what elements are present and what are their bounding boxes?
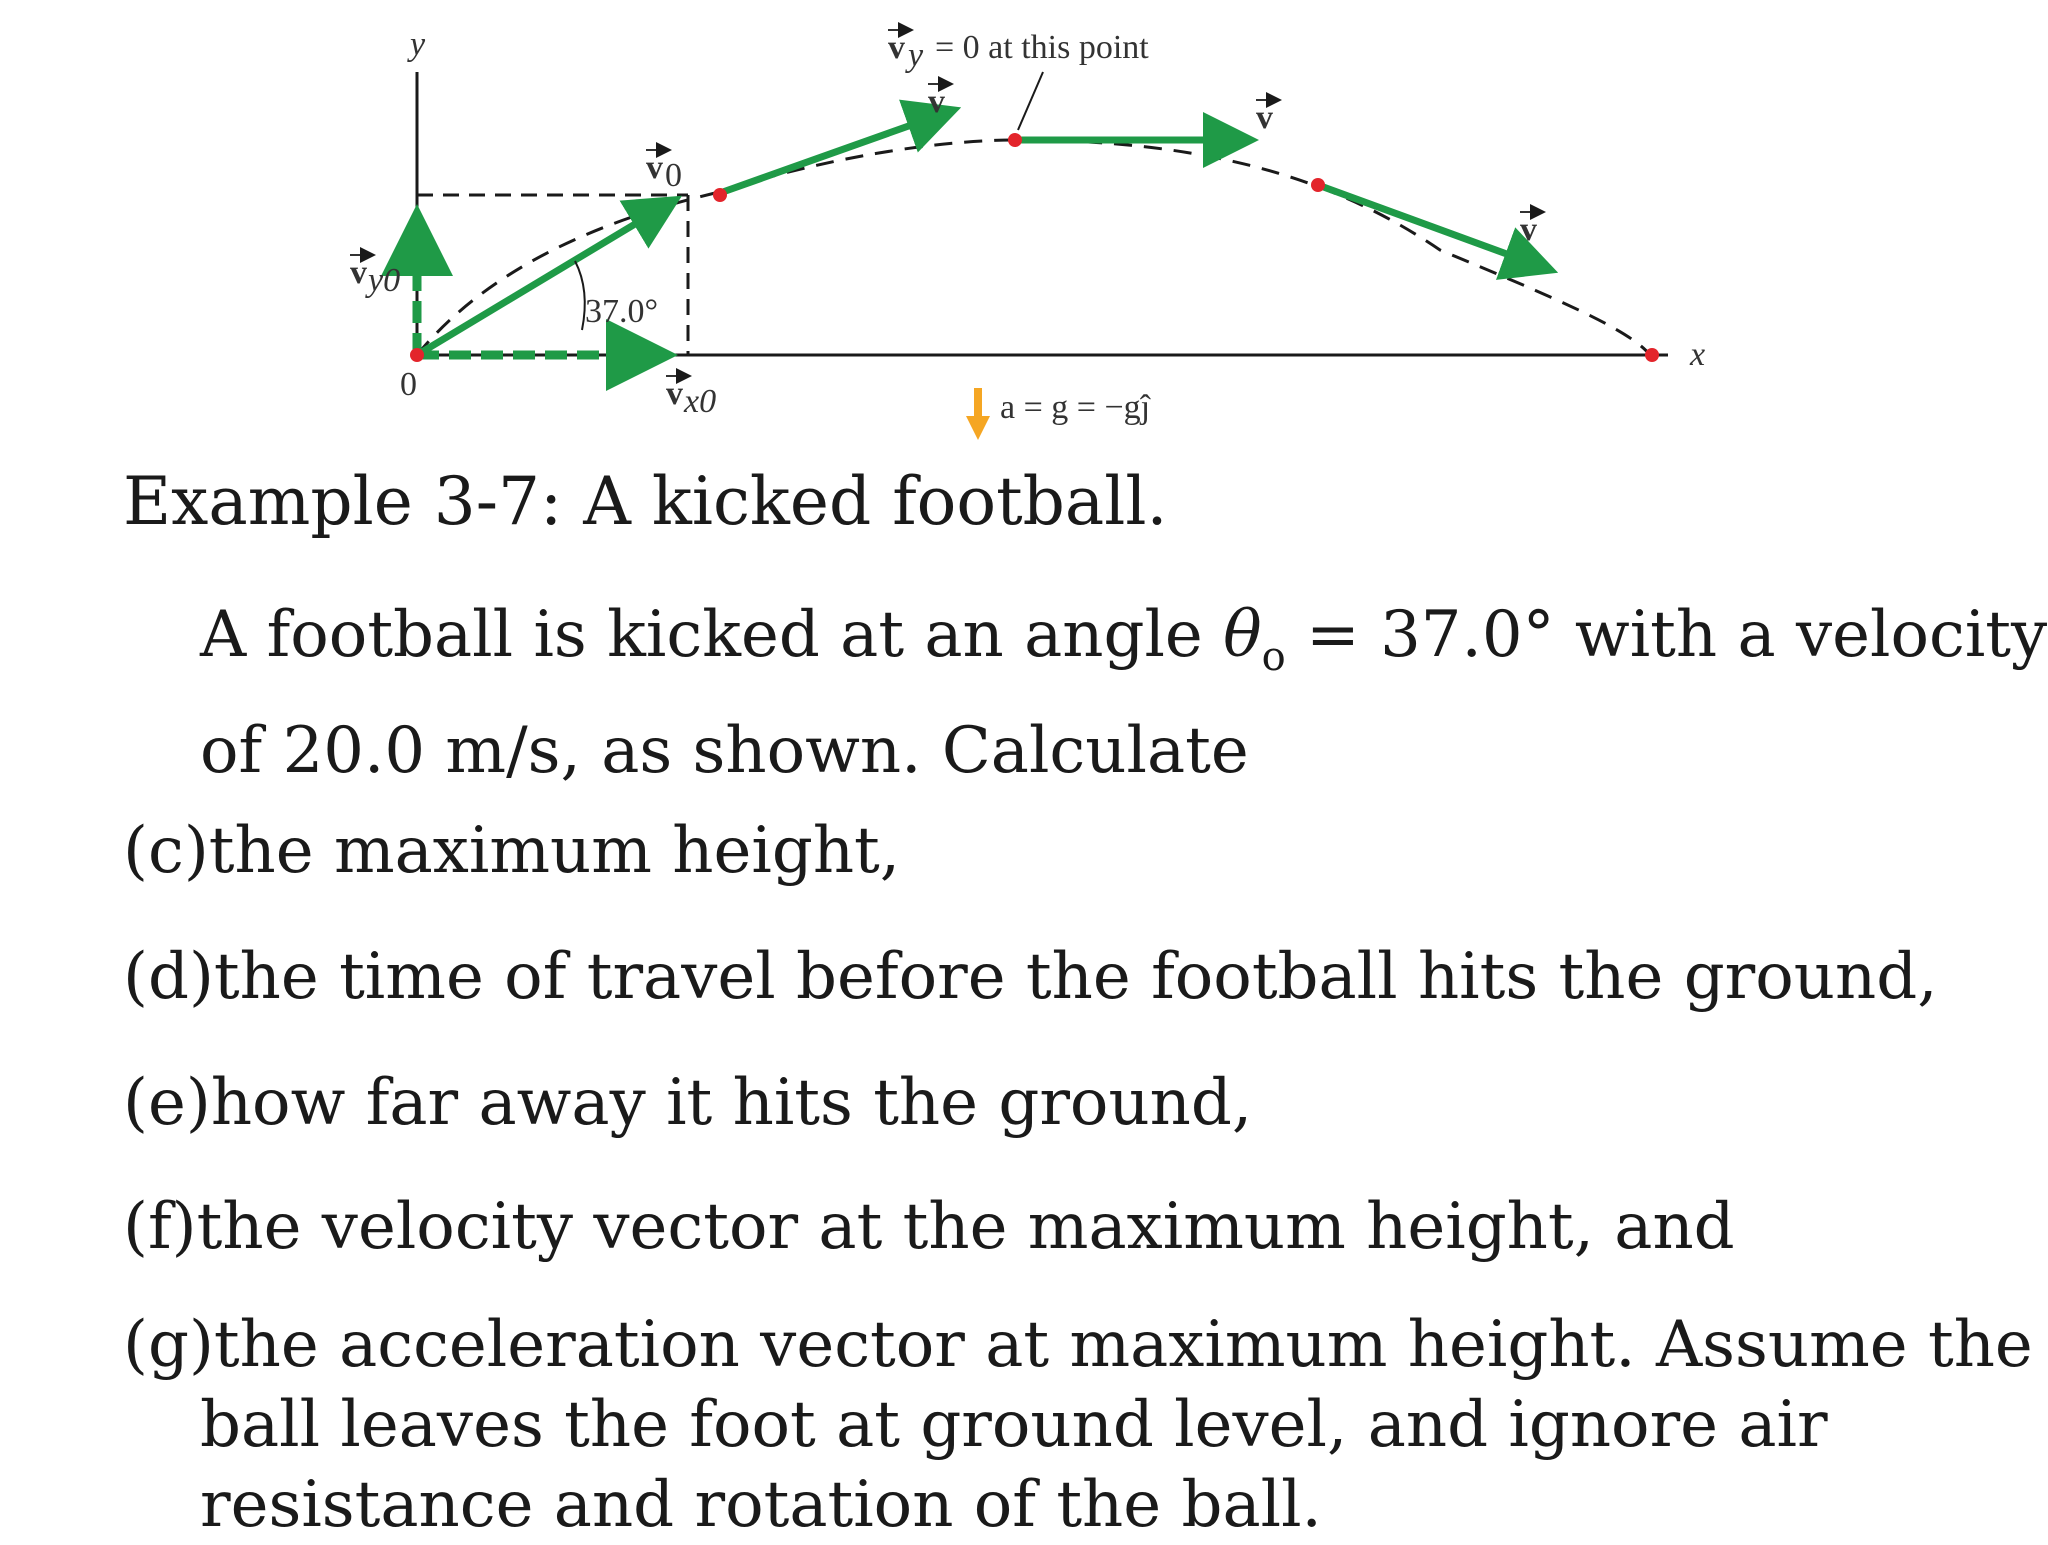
- example-title: Example 3-7: A kicked football.: [123, 463, 1168, 540]
- v-label-falling: [1520, 211, 1542, 248]
- theta-symbol: θ: [1223, 598, 1262, 672]
- svg-text:v: v: [888, 29, 905, 66]
- svg-text:v: v: [350, 254, 367, 291]
- item-g: [123, 1305, 2033, 1545]
- v0-label: [646, 149, 682, 194]
- projectile-diagram: [0, 0, 2048, 460]
- origin-label: 0: [400, 366, 417, 403]
- svg-text:= 0 at this point: = 0 at this point: [935, 29, 1149, 66]
- item-g-line-3: resistance and rotation of the ball.: [200, 1468, 1322, 1542]
- velocity-vector-rising: [720, 112, 948, 193]
- y-axis-label: y: [410, 26, 426, 63]
- svg-text:y: y: [908, 37, 924, 74]
- item-g-line-2: ball leaves the foot at ground level, and ignore air: [200, 1388, 1828, 1462]
- acceleration-arrow: [966, 388, 990, 440]
- rising-point: [713, 188, 727, 202]
- item-c: (c)the maximum height,: [123, 814, 901, 888]
- svg-text:v: v: [1520, 211, 1537, 248]
- item-d: (d)the time of travel before the football hits the ground,: [123, 940, 1938, 1014]
- svg-text:0: 0: [665, 157, 682, 194]
- item-e: (e)how far away it hits the ground,: [123, 1066, 1253, 1140]
- svg-text:v: v: [646, 149, 663, 186]
- falling-point: [1311, 178, 1325, 192]
- item-g-line-1: (g)the acceleration vector at maximum height. Assume the: [123, 1308, 2033, 1382]
- svg-text:x0: x0: [684, 383, 717, 420]
- svg-text:v: v: [666, 375, 683, 412]
- angle-arc: [575, 261, 585, 330]
- launch-point: [410, 348, 424, 362]
- vy-zero-label: [888, 29, 1149, 74]
- svg-text:v: v: [1256, 99, 1273, 136]
- top-point: [1008, 133, 1022, 147]
- theta-subscript: o: [1261, 634, 1286, 680]
- problem-line-2: of 20.0 m/s, as shown. Calculate: [200, 714, 1249, 788]
- landing-point: [1645, 348, 1659, 362]
- pointer-line: [1018, 72, 1043, 130]
- angle-label: 37.0°: [585, 293, 659, 330]
- problem-line-1: A football is kicked at an angle $\theta_o = 37.0^\circ$ with a velocity: [200, 598, 2048, 680]
- x-axis-label: x: [1690, 336, 1706, 373]
- v0-vector: [417, 203, 670, 355]
- vy0-label: [350, 254, 400, 299]
- svg-text:v: v: [928, 83, 945, 120]
- item-f: (f)the velocity vector at the maximum height, and: [123, 1190, 1735, 1264]
- problem-statement: [200, 588, 2047, 798]
- svg-text:y0: y0: [368, 262, 401, 299]
- velocity-vector-falling: [1318, 185, 1545, 268]
- vx0-label: [666, 375, 716, 420]
- acceleration-label: a = g = −gĵ: [1000, 389, 1151, 426]
- v-label-top: [1256, 99, 1278, 136]
